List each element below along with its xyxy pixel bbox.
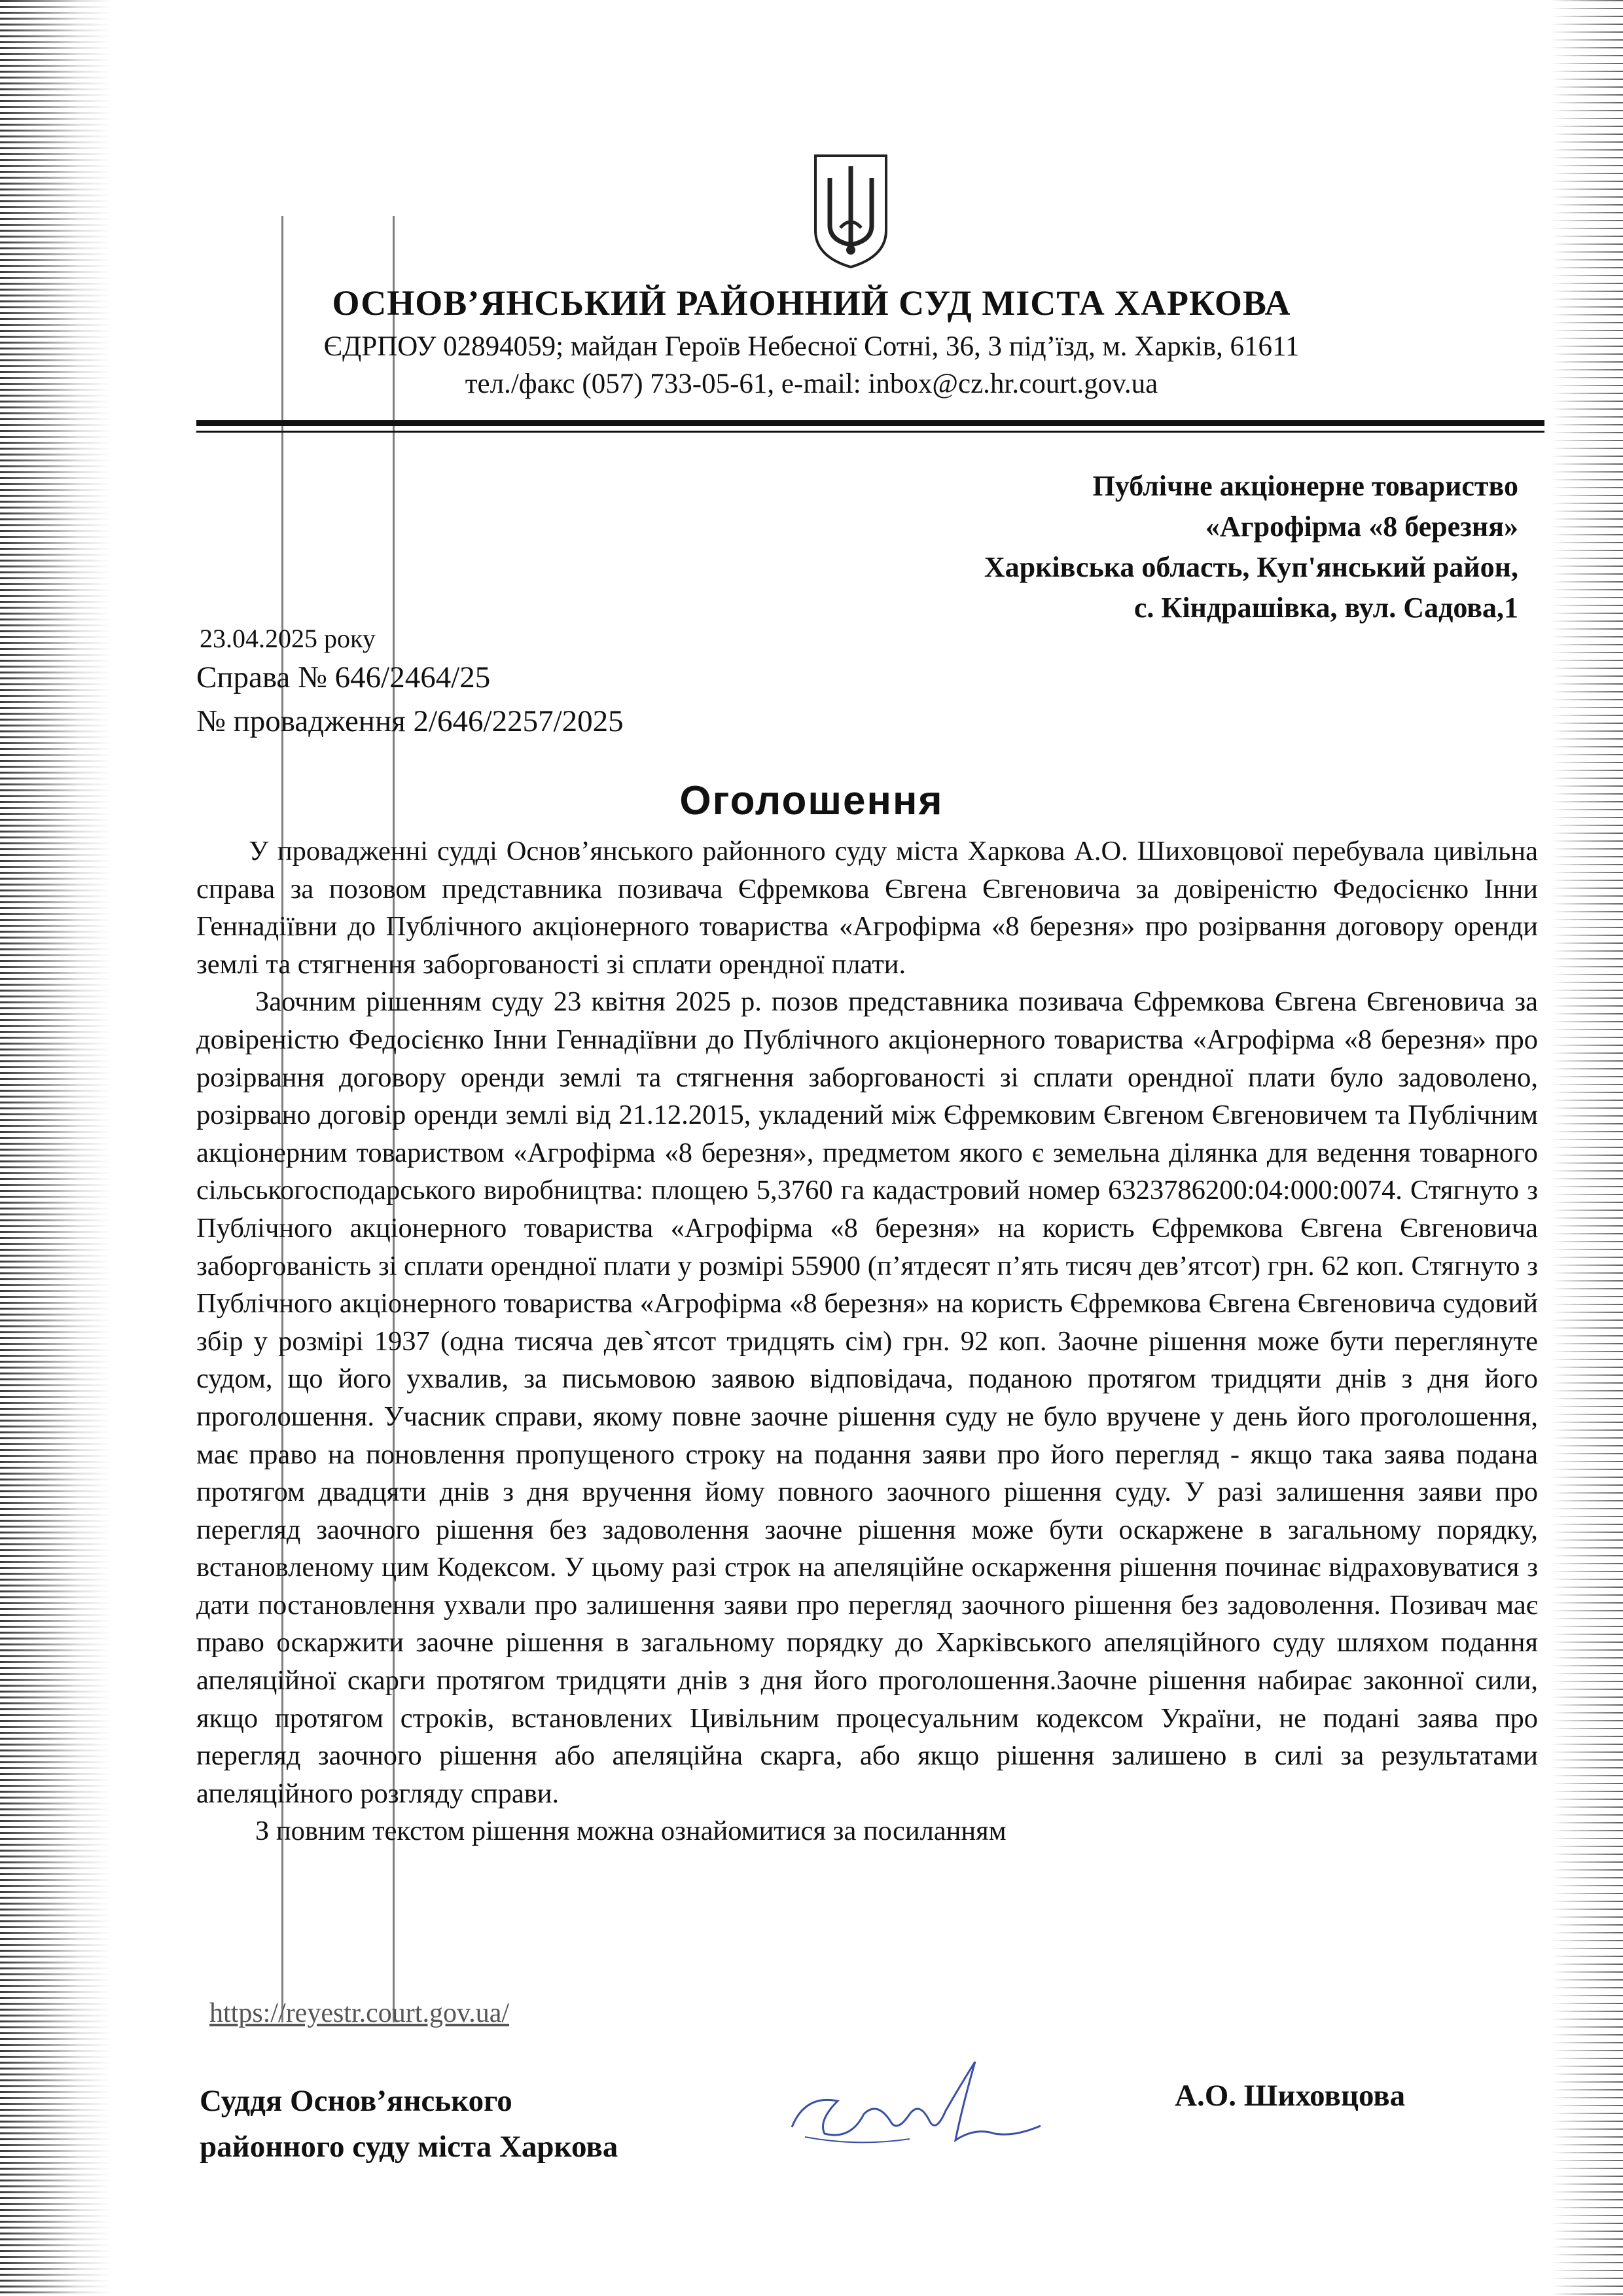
signer-title-line: районного суду міста Харкова	[200, 2130, 618, 2164]
body-paragraph: З повним текстом рішення можна ознайомитися за посиланням	[255, 1816, 1007, 1847]
header-rule	[196, 420, 1544, 426]
signer-title	[200, 2078, 618, 2170]
registry-link[interactable]: https://reyestr.court.gov.ua/	[209, 1998, 510, 2028]
proceeding-number: № провадження 2/646/2257/2025	[196, 704, 624, 738]
addressee-line: Харківська область, Куп'янський район,	[984, 551, 1518, 583]
addressee-line: Публічне акціонерне товариство	[1092, 470, 1518, 502]
addressee-line: с. Кіндрашівка, вул. Садова,1	[1133, 592, 1518, 624]
court-contacts: тел./факс (057) 733-05-61, e-mail: inbox@cz.hr.court.gov.ua	[465, 368, 1158, 399]
document-title: Оголошення	[679, 778, 944, 823]
body-paragraph: Заочним рішенням суду 23 квітня 2025 р. позов представника позивача Єфремкова Євгена Євгеновича за довіреністю Федосієнко Інни Геннадіївни до Публічного акціонерного товариства «Агрофірма «8 березня» про розірвання договору оренди землі та стягнення заборгованості зі сплати орендної плати було задоволено, розірвано договір оренди землі від 21.12.2015, укладений між Єфремковим Євгеном Євгеновичем та Публічним акціонерним товариством «Агрофірма «8 березня», предметом якого є земельна ділянка для ведення товарного сільськогосподарського виробництва: площею 5,3760 га кадастровий номер 6323786200:04:000:0074. Стягнуто з Публічного акціонерного товариства «Агрофірма «8 березня» на користь Єфремкова Євгена Євгеновича заборгованість зі сплати орендної плати у розмірі 55900 (п’ятдесят п’ять тисяч дев’ятсот) грн. 62 коп. Стягнуто з Публічного акціонерного товариства «Агрофірма «8 березня» на користь Єфремкова Євгена Євгеновича судовий збір у розмірі 1937 (одна тисяча дев`ятсот тридцять сім) грн. 92 коп. Заочне рішення може бути переглянуте судом, що його ухвалив, за письмовою заявою відповідача, поданою протягом тридцяти днів з дня його проголошення. Учасник справи, якому повне заочне рішення суду не було вручене у день його проголошення, має право на поновлення пропущеного строку на подання заяви про його перегляд - якщо така заява подана протягом двадцяти днів з дня вручення йому повного заочного рішення суду. У разі залишення заяви про перегляд заочного рішення без задоволення заочне рішення може бути оскаржене в загальному порядку, встановленому цим Кодексом. У цьому разі строк на апеляційне оскарження рішення починає відраховуватися з дати постановлення ухвали про залишення заяви про перегляд заочного рішення без задоволення. Позивач має право оскаржити заочне рішення в загальному порядку до Харківського апеляційного суду шляхом подання апеляційної скарги протягом тридцяти днів з дня його проголошення.Заочне рішення набирає законної сили, якщо протягом строків, встановлених Цивільним процесуальним кодексом України, не подані заява про перегляд заочного рішення або апеляційна скарга, або якщо рішення залишено в силі за результатами апеляційного розгляду справи.	[196, 986, 1538, 1809]
court-name: ОСНОВ’ЯНСЬКИЙ РАЙОННИЙ СУД МІСТА ХАРКОВА	[332, 283, 1291, 323]
handwritten-signature-icon	[779, 2049, 1067, 2173]
announcement-body	[196, 833, 1538, 1850]
signer-title-line: Суддя Основ’янського	[200, 2084, 512, 2118]
addressee-block	[984, 466, 1518, 628]
case-number: Справа № 646/2464/25	[196, 660, 491, 694]
header-rule-thin	[196, 431, 1544, 433]
document-date: 23.04.2025 року	[200, 624, 376, 653]
court-address: ЄДРПОУ 02894059; майдан Героїв Небесної Сотні, 36, 3 під’їзд, м. Харків, 61611	[323, 331, 1300, 362]
addressee-line: «Агрофірма «8 березня»	[1205, 511, 1518, 543]
signer-name: А.О. Шиховцова	[1175, 2079, 1406, 2113]
body-paragraph: У провадженні судді Основ’янського районного суду міста Харкова А.О. Шиховцової перебувала цивільна справа за позовом представника позивача Єфремкова Євгена Євгеновича за довіреністю Федосієнко Інни Геннадіївни до Публічного акціонерного товариства «Агрофірма «8 березня» про розірвання договору оренди землі та стягнення заборгованості зі сплати орендної плати.	[196, 836, 1538, 980]
trident-emblem-icon	[812, 152, 890, 270]
